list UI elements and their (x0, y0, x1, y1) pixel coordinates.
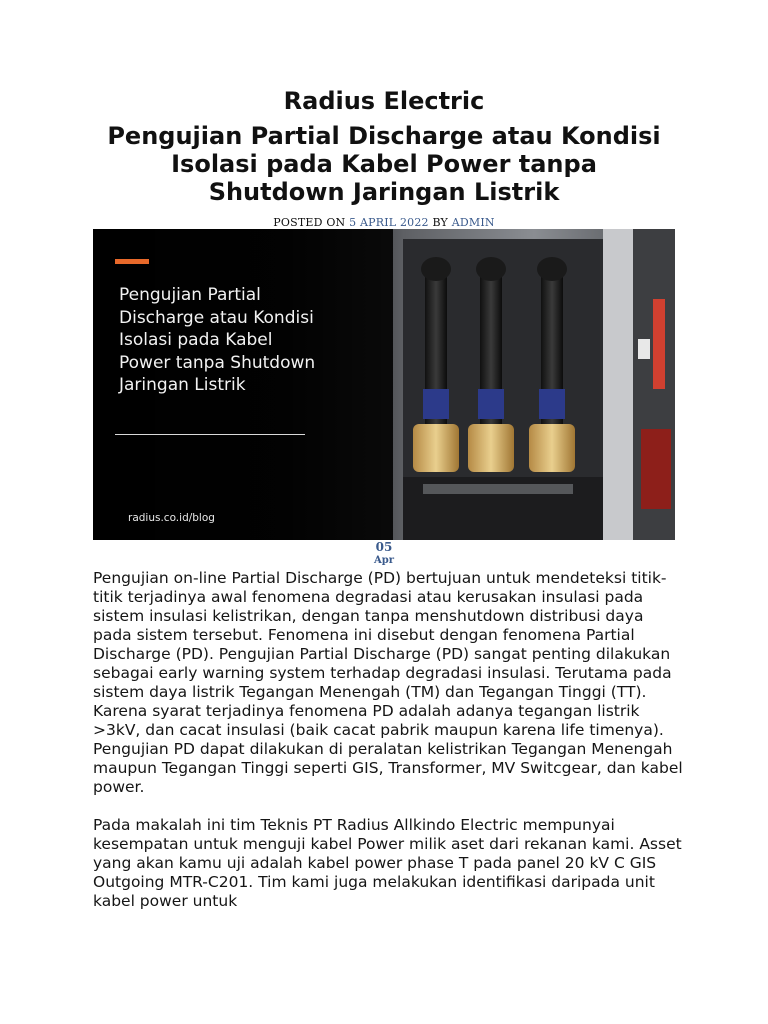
accent-bar (115, 259, 149, 264)
post-title: Pengujian Partial Discharge atau Kondisi Isolasi pada Kabel Power tanpa Shutdown Jaringan Listrik (107, 122, 661, 206)
post-date-link[interactable]: 5 APRIL 2022 (349, 216, 429, 229)
article-body (93, 569, 683, 930)
hero-domain: radius.co.id/blog (128, 512, 215, 524)
date-badge-day: 05 (375, 540, 393, 554)
site-title: Radius Electric (283, 87, 485, 115)
author-link[interactable]: ADMIN (451, 216, 495, 229)
divider-line (115, 434, 305, 435)
paragraph: Pada makalah ini tim Teknis PT Radius Allkindo Electric mempunyai kesempatan untuk menguji kabel Power milik aset dari rekanan kami. Asset yang akan kamu uji adalah kabel power phase T pada panel 20 kV C GIS Outgoing MTR-C201. Tim kami juga melakukan identifikasi daripada unit kabel power untuk (93, 816, 682, 910)
by-label: BY (432, 216, 449, 229)
featured-image (93, 229, 675, 540)
hero-caption: Pengujian Partial Discharge atau Kondisi Isolasi pada Kabel Power tanpa Shutdown Jaringan Listrik (119, 285, 316, 395)
paragraph: Pengujian on-line Partial Discharge (PD) bertujuan untuk mendeteksi titik-titik terjadinya awal fenomena degradasi atau kerusakan insulasi pada sistem insulasi kelistrikan, dengan tanpa menshutdown distribusi daya pada sistem tersebut. Fenomena ini disebut dengan fenomena Partial Discharge (PD). Pengujian Partial Discharge (PD) sangat penting dilakukan sebagai early warning system terhadap degradasi insulasi. Terutama pada sistem daya listrik Tegangan Menengah (TM) dan Tegangan Tinggi (TT). Karena syarat terjadinya fenomena PD adalah adanya tegangan listrik >3kV, dan cacat insulasi (baik cacat pabrik maupun karena life timenya). Pengujian PD dapat dilakukan di peralatan kelistrikan Tegangan Menengah maupun Tegangan Tinggi seperti GIS, Transformer, MV Switcgear, dan kabel power. (93, 569, 683, 796)
posted-on-label: POSTED ON (273, 216, 346, 229)
post-meta (0, 216, 768, 230)
date-badge-month: Apr (373, 555, 395, 566)
date-badge (354, 540, 414, 567)
